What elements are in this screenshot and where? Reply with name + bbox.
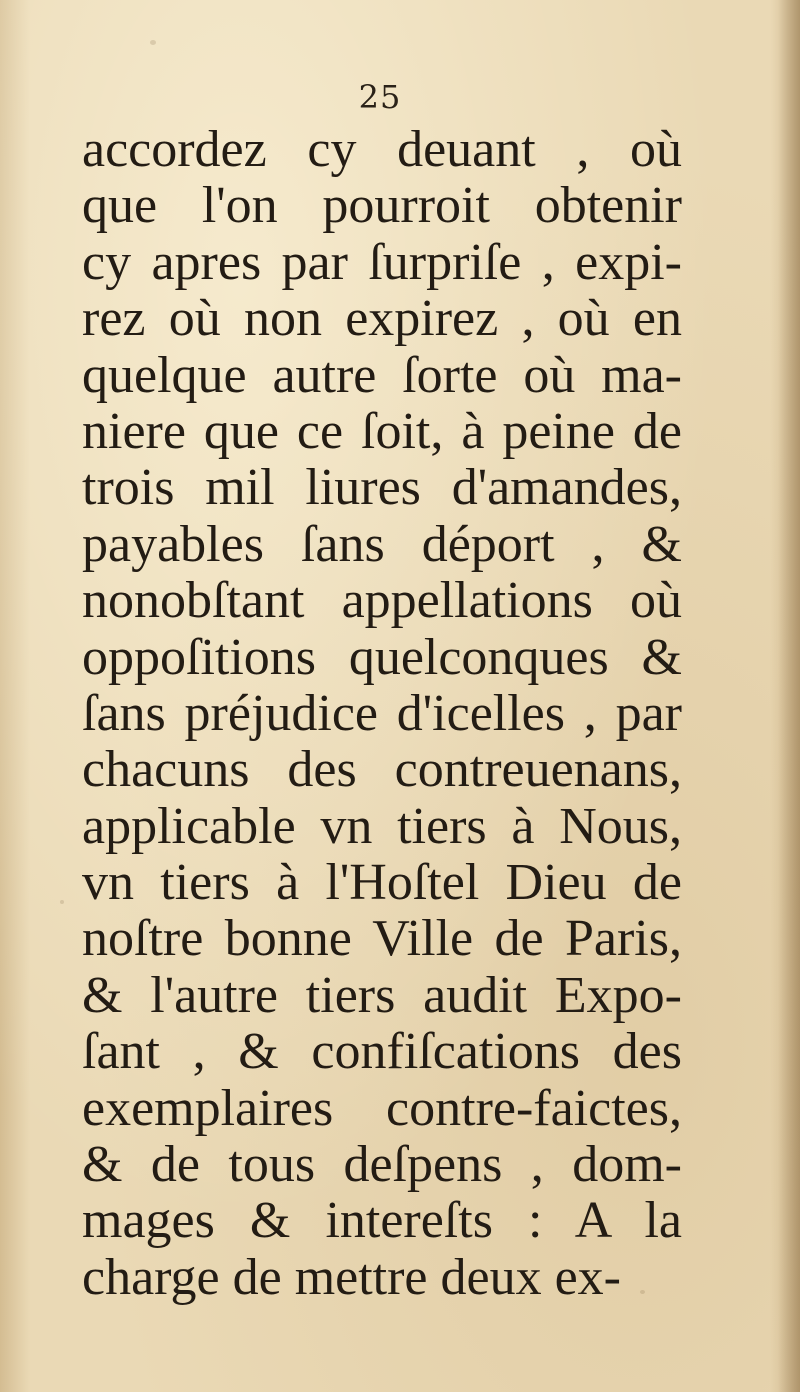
text-line: trois mil liures d'amandes, xyxy=(82,459,682,517)
text-line: nonobſtant appellations où xyxy=(82,572,682,630)
text-line: noſtre bonne Ville de Paris, xyxy=(82,910,682,968)
page-edge-shadow xyxy=(778,0,800,1392)
text-line: oppoſitions quelconques & xyxy=(82,628,682,686)
text-line: rez où non expirez , où en xyxy=(82,290,682,348)
paper-speck xyxy=(150,40,156,45)
text-line: que l'on pourroit obtenir xyxy=(82,177,682,235)
text-line: accordez cy deuant , où xyxy=(82,121,682,178)
text-line: chacuns des contreuenans, xyxy=(82,741,682,799)
text-line: charge de mettre deux ex- xyxy=(82,1248,621,1306)
text-line: ſans préjudice d'icelles , par xyxy=(82,684,682,742)
text-line: applicable vn tiers à Nous, xyxy=(82,797,682,855)
text-line: cy apres par ſurpriſe , expi- xyxy=(82,233,682,291)
text-line: ſant , & confiſcations des xyxy=(82,1023,682,1081)
text-line: mages & intereſts : A la xyxy=(82,1192,682,1250)
page-number: 25 xyxy=(358,78,402,116)
body-text xyxy=(82,122,682,1306)
text-line: niere que ce ſoit, à peine de xyxy=(82,402,682,460)
text-line: quelque autre ſorte où ma- xyxy=(82,346,682,404)
paper-speck xyxy=(60,900,64,904)
text-line: & l'autre tiers audit Expo- xyxy=(82,966,682,1024)
text-line: exemplaires contre-faictes, xyxy=(82,1079,682,1137)
text-line: & de tous deſpens , dom- xyxy=(82,1136,682,1194)
text-line: vn tiers à l'Hoſtel Dieu de xyxy=(82,854,682,912)
text-line: payables ſans déport , & xyxy=(82,515,682,573)
